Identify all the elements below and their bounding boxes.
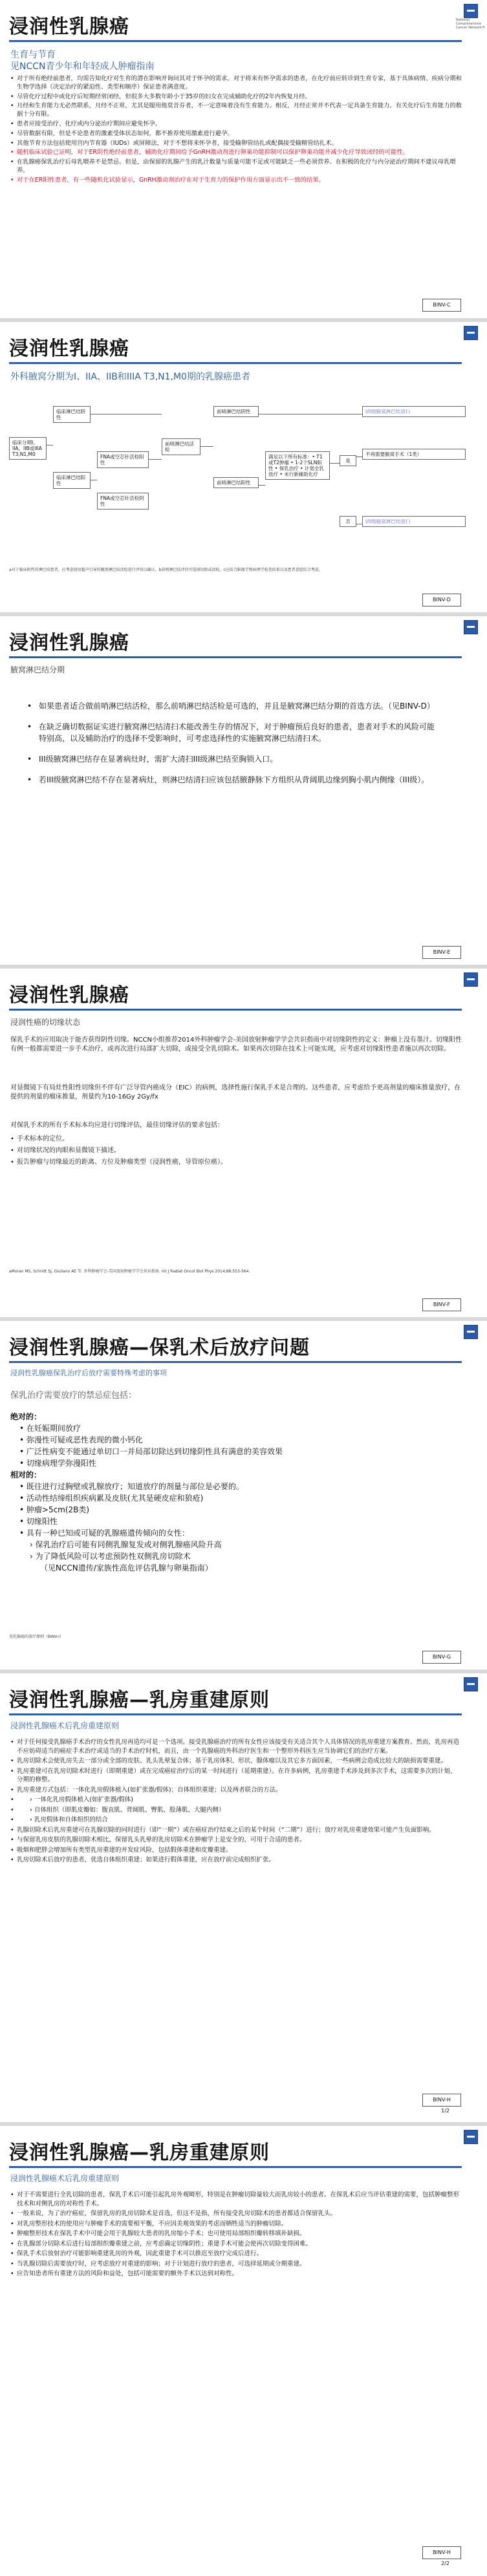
page-code[interactable]: BINV-H [422, 2546, 461, 2559]
title-divider [9, 362, 462, 364]
list-heading: 相对的： [10, 1470, 42, 1479]
page-code[interactable]: BINV-G [422, 1651, 461, 1664]
bullet-item: • 乳房切除术会使乳房失去一部分或全部的皮肤、乳头乳晕复合体；基于乳房体积、形状、腺体瘤以及其它多方面因素，一些病例会造成比较大的缺损需要重建。 [9, 1757, 462, 1766]
list-item: • 报告肿瘤与切缘最近的距离、方位及肿瘤类型（浸润性癌，导管原位癌）。 [9, 1157, 462, 1168]
slide-axillary-node-staging [0, 616, 487, 969]
title-divider [9, 1713, 462, 1715]
node-axillary-dissection-2: I/II级腋窝淋巴结清扫 [362, 516, 466, 527]
bullet-item: • 对于所有绝经前患者，均需告知化疗对生育的潜在影响并询问其对于怀孕的需求。对于将来有怀孕需求的患者，在化疗前应转诊到生育专家，基于具体病情、疾病分期和生物学选择（决定治疗的紧迫性、类型和顺序）保证患者满意度。 [9, 75, 462, 92]
node-sln-positive: 前哨淋巴结阳性 [213, 477, 259, 488]
node-slnb: 前哨淋巴结活检 [162, 438, 200, 455]
section-subtitle: 腋窝淋巴结分期 [10, 665, 65, 674]
bullet-item: • 在乳腺癌保乳治疗后母乳喂养不是禁忌。但是，由保留的乳腺产生的乳汁数量与质量可能不足或可能缺乏一些必须营养。在积极的化疗与内分泌治疗期间不建议母乳喂养。 [9, 158, 462, 175]
nccn-logo [464, 326, 478, 340]
connector [149, 459, 162, 460]
connector [200, 446, 213, 447]
list-item: • 广泛性病变不能通过单切口一并局部切除达到切缘阴性具有满意的美容效果 [19, 1447, 283, 1456]
node-criteria: 满足以下所有标准：• T1或T2肿瘤 • 1-2个SLN阳性 • 保乳治疗 • 计划全乳放疗 • 未行新辅助化疗 [265, 451, 330, 480]
bullet-item: • 如果患者适合做前哨淋巴结活检，那么前哨淋巴结活检是可选的，并且是腋窝淋巴结分期的首选方法。（见BINV-D） [27, 700, 441, 712]
fertility-bullets [9, 75, 462, 186]
page-code[interactable]: BINV-H [422, 2094, 461, 2107]
slide-margin-status [0, 969, 487, 1321]
node-clinical-negative: 临床淋巴结阴性 [53, 406, 91, 423]
section-subtitle-2: 见NCCN青少年和年轻成人肿瘤指南 [10, 61, 155, 72]
page-title: 浸润性乳腺癌 [9, 16, 129, 38]
bullet-item: • 吸烟和肥胖会增加所有类型乳房重建的并发症风险，包括假体重建和皮瓣重建。 [9, 1846, 462, 1855]
page-title: 浸润性乳腺癌 [9, 984, 129, 1007]
nccn-logo [464, 4, 478, 18]
paragraph: 对显微镜下有局灶性阳性切缘但不伴有广泛导管内癌成分（EIC）的病例，选择性施行保乳手术是合理的。这些患者，应考虑给予更高剂量的瘤床推量放疗，在提供的剂量的瘤床推量，剂量约为10-16Gy 2Gy/fx [10, 1084, 461, 1100]
bullet-item: • 其他节育方法包括使用宫内节育器（IUDs）或屏障法，对于不想将来怀孕者，接受输卵管结扎或配偶接受输精管结扎术。 [9, 140, 462, 148]
node-fna-positive: FNA或空芯针活检阳性 [97, 451, 149, 468]
bullet-item: • 月经和生育能力无必然联系，月经不正常，尤其是服用他莫昔芬者，不一定意味着没有生育能力。相反，月经正常并不代表一定具备生育能力。有关化疗后生育能力的数据十分有限。 [9, 102, 462, 119]
paragraph: 保乳手术的应用取决于能否获得阴性切缘。NCCN小组推荐2014外科肿瘤学会-美国放射肿瘤学学会共识指南中对切缘阴性的定义：肿瘤上没有墨汁。切缘阳性有例一般都需要进一步手术治疗，或再次进行局部扩大切除，或接受全乳切除术。如果再次切除在技术上可能实现，应考虑对切缘阳性患者施以再次切除。 [10, 1036, 462, 1053]
margin-list [9, 1134, 462, 1169]
list-item: • 切缘病理学弥漫阳性 [19, 1459, 96, 1468]
nccn-logo [464, 1325, 478, 1339]
bullet-item: • 乳房重建可在乳房切除术时进行（即期重建）或在完成癌症治疗后的某一时间进行（延期重建）。在许多病例，乳房重建手术涉及到多次手术，这需要多次的计划、分期的修整。 [9, 1767, 462, 1785]
connector [330, 463, 340, 464]
node-no: 否 [340, 516, 356, 527]
page-code[interactable]: BINV-E [422, 946, 461, 959]
list-item: • 具有一种已知或可疑的乳腺癌遗传倾向的女性： [19, 1529, 189, 1538]
page-number: 1/2 [441, 2108, 449, 2114]
paragraph: 对保乳手术的所有手术标本均应进行切缘评估，最佳切缘评估的要求包括： [10, 1122, 224, 1129]
bullet-item: • 保乳手术后放射治疗可能影响重建乳房的外观，因此重建手术可以推迟至放疗完成后进行。 [9, 2249, 462, 2259]
slide-fertility [0, 0, 487, 322]
bullet-item: • 肿瘤整形技术在保乳手术中可能会用于乳腺较大患者的乳房缩小手术；也可使用局部组织瓣转移填补缺损。 [9, 2229, 462, 2238]
bullet-item: • 乳房切除术后放疗的患者，优选自体组织重建；如果进行假体重建，应在放疗前完成组织扩张。 [9, 1856, 462, 1865]
list-item: • 肿瘤>5cm(2B类) [19, 1505, 90, 1514]
page-title: 浸润性乳腺癌 [9, 632, 129, 654]
logo-text: National Comprehensive Cancer Network® [456, 18, 486, 30]
title-divider [9, 40, 462, 42]
connector [259, 485, 265, 486]
slide-axillary-staging [0, 322, 487, 616]
bullet-item: • 对于不需要进行全乳切除的患者，保乳手术后可能引起乳房外观畸形，特别是在肿瘤切除量较大而乳房较小的患者。在保乳术后应当评估重建的需要，包括肿瘤整形技术和对侧乳房的对称性手术。 [9, 2191, 462, 2208]
list-subitem: › 保乳治疗后可能有同侧乳腺复发或对侧乳腺癌风险升高 [30, 1540, 222, 1549]
list-subitem: （见NCCN遗传/家族性高危评估乳腺与卵巢指南） [40, 1563, 213, 1572]
bullet-item: • 与保留乳房皮肤的乳腺切除术相比，保留乳头乳晕的乳房切除术在肿瘤学上是安全的，可用于合适的患者。 [9, 1836, 462, 1845]
contraindications-heading: 保乳治疗需要放疗的禁忌症包括： [10, 1391, 137, 1401]
nccn-logo [464, 2130, 478, 2144]
title-divider [9, 2166, 462, 2168]
section-subtitle: 浸润性乳腺癌术后乳房重建原则 [10, 2174, 120, 2183]
slide-reconstruction-2 [0, 2126, 487, 2576]
bullet-item: • 若III级腋窝淋巴结不存在显著病灶，则淋巴结清扫应该包括腋静脉下方组织从背阔肌边缘到胸小肌内侧缘（III级）。 [27, 774, 441, 786]
page-code[interactable]: BINV-F [422, 1298, 461, 1311]
title-divider [9, 1009, 462, 1011]
slide-reconstruction-1 [0, 1673, 487, 2126]
bullet-item: • 乳房重建方式包括：一体化乳房假体植入(如扩张器/假体)；自体组织重建；以及两者联合的方法。 [9, 1786, 462, 1795]
bullet-item: • III级腋窝淋巴结存在显著病灶时，需扩大清扫III级淋巴结至胸锁入口。 [27, 753, 441, 765]
list-heading: 绝对的： [10, 1412, 42, 1421]
node-sln-negative: 前哨淋巴结阴性 [213, 406, 259, 417]
bullet-item: • 应告知患者所有重建方法的风险和益处，包括可能需要的额外手术以达到对称性。 [9, 2270, 462, 2279]
title-divider [9, 1361, 462, 1363]
list-item: • 在妊娠期间放疗 [19, 1424, 81, 1433]
section-subtitle: 浸润性乳腺癌术后乳房重建原则 [10, 1721, 120, 1730]
bullet-subitem: • › 乳房假体和自体组织的结合 [9, 1816, 462, 1825]
page-title: 浸润性乳腺癌 [9, 338, 129, 360]
bullet-subitem: • › 自体组织（即肌皮瓣如：腹直肌、背阔肌、臀肌、股薄肌、大腿内侧） [9, 1806, 462, 1815]
list-item: • 既往进行过胸壁或乳腺放疗；知道放疗的剂量与部位是必要的。 [19, 1482, 244, 1491]
title-divider [9, 656, 462, 658]
section-subtitle: 浸润性乳腺癌保乳治疗后放疗需要特殊考虑的事项 [10, 1369, 167, 1377]
node-axillary-dissection: I/II级腋窝淋巴结清扫 [362, 406, 466, 417]
bullet-item: • 一般来说，为了治疗癌症，保留乳房的乳房切除术是首选，但这不是指，所有接受乳房切除术的患者都适合保留乳头。 [9, 2209, 462, 2218]
page-code[interactable]: BINV-C [422, 299, 461, 312]
reconstruction-bullets [9, 1738, 462, 1866]
list-item: • 切缘阳性 [19, 1517, 58, 1526]
footnotes: a对于临床阴性的淋巴结患者，应考虑使用超声引导的腋窝淋巴结活检进行评估以确认。b前哨淋巴结评估可选择切除或活检。c应结合影像学和病理学检查结果以及患者意愿综合考虑。 [9, 568, 323, 572]
bullet-item: • 乳腺切除术后乳房重建可在乳腺切除的同时进行（即“一期”）或在癌症治疗结束之后的某个时间（“二期”）进行；放疗对乳房重建效果可能产生负面影响。 [9, 1826, 462, 1835]
bullet-item-highlight: • 随机临床试验已证明，对于ER阴性绝经前患者，辅助化疗期间给予GnRH激动剂进行卵巢功能抑制可以保护卵巢功能并减少化疗导致闭经的可能性。 [9, 149, 462, 157]
list-item: • 对切缘状况的肉眼和显微镜下描述。 [9, 1146, 462, 1156]
bullet-item: • 患者应接受治疗、化疗或内分泌治疗期间应避免怀孕。 [9, 120, 462, 129]
list-subitem: › 为了降低风险可以考虑预防性双侧乳房切除术 [30, 1552, 191, 1561]
node-clinical-positive: 临床淋巴结阳性 [53, 472, 91, 489]
list-item: • 活动性结缔组织疾病累及皮肤(尤其是硬皮症和狼疮) [19, 1494, 204, 1503]
connector [356, 456, 362, 457]
nccn-logo [464, 972, 478, 987]
bullet-item: • 当乳腺切除后需要放疗时，应考虑放疗对重建的影响；对于计划进行放疗的患者，可选择延期或分期重建。 [9, 2260, 462, 2269]
list-item: • 弥漫性可疑或恶性表现的微小钙化 [19, 1435, 143, 1444]
list-item: • 手术标本的定位。 [9, 1134, 462, 1144]
bullet-item: • 在缺乏确切数据证实进行腋窝淋巴结清扫术能改善生存的情况下，对于肿瘤预后良好的患者，患者对手术的风险可能特别高，以及辅助治疗的选择不受影响时，可考虑选择性的实施腋窝淋巴结清扫术。 [27, 721, 441, 744]
footnote: 见乳腺癌的放疗原则（BINV-I） [9, 1635, 64, 1639]
slide-radiation-considerations [0, 1321, 487, 1673]
reconstruction-bullets [9, 2191, 462, 2280]
section-subtitle: 外科腋窝分期为I、IIA、IIB和IIIA T3,N1,M0期的乳腺癌患者 [10, 372, 250, 382]
page-number: 2/2 [441, 2560, 449, 2566]
bullet-item: • 在乳腺部分切除术后进行局部组织瓣重建之前，应考虑确定切缘阴性；重建手术可能会使再次切除变得困难。 [9, 2240, 462, 2249]
node-yes: 是 [340, 455, 356, 466]
bullet-subitem: • › 一体化乳房假体植入(如扩张器/假体) [9, 1796, 462, 1805]
bullet-item: • 对于任何接受乳腺癌手术治疗的女性乳房再造均可是一个选项。接受乳腺癌治疗的所有女性应该接受有关适合其个人具体情况的乳房重建方案教育。然而，乳房再造不应妨碍适当的癌症手术治疗或适当的手术治疗时机，而且，由一个乳腺癌的外科治疗医生和一个整形外科医生应当协调它们的治疗方案。 [9, 1738, 462, 1755]
footnote: aMoran MS, Schnitt SJ, Giuliano AE 等. 外科肿瘤学会-美国放射肿瘤学学会共识指南. Int J Radiat Oncol Biol Phys 2014;88:553-564. [9, 1269, 250, 1274]
staging-bullets [27, 700, 441, 795]
contraindication-list [10, 1411, 463, 1574]
section-subtitle: 生育与节育 [10, 50, 56, 60]
node-clinical-stage: 临床分期I，IIA，IIB或IIIA T3,N1,M0 [9, 437, 47, 460]
node-fna-negative: FNA或空芯针活检阴性 [97, 493, 149, 510]
bullet-item-highlight: • 对于在ER阳性患者，有一些随机化试验显示，GnRH激动剂治疗在对于生育力的保护作用方面显示出不一致的结果。 [9, 177, 462, 185]
node-no-further-surgery: 不再需要腋窝手术（1类） [362, 449, 466, 460]
bullet-item: • 尽管化疗过程中或化疗后短期经常闭经，但很多大多数年龄小于35岁的妇女在完成辅助化疗的2年内恢复月经。 [9, 93, 462, 102]
page-title: 浸润性乳腺癌—乳房重建原则 [9, 2141, 270, 2164]
page-title: 浸润性乳腺癌—保乳术后放疗问题 [9, 1336, 310, 1359]
bullet-item: • 对乳房整形技术的使用应与肿瘤手术的需要相平衡，不应因美观效果的考虑而牺牲适当的肿瘤切除。 [9, 2220, 462, 2229]
bullet-item: • 尽管数据有限，但是不论患者的激素受体状态如何，都不推荐使用激素进行避孕。 [9, 130, 462, 138]
nccn-logo [464, 620, 478, 634]
section-subtitle: 浸润性癌的切缘状态 [10, 1018, 81, 1027]
page-title: 浸润性乳腺癌—乳房重建原则 [9, 1689, 270, 1712]
page-code[interactable]: BINV-D [422, 594, 461, 606]
nccn-logo [464, 1677, 478, 1691]
